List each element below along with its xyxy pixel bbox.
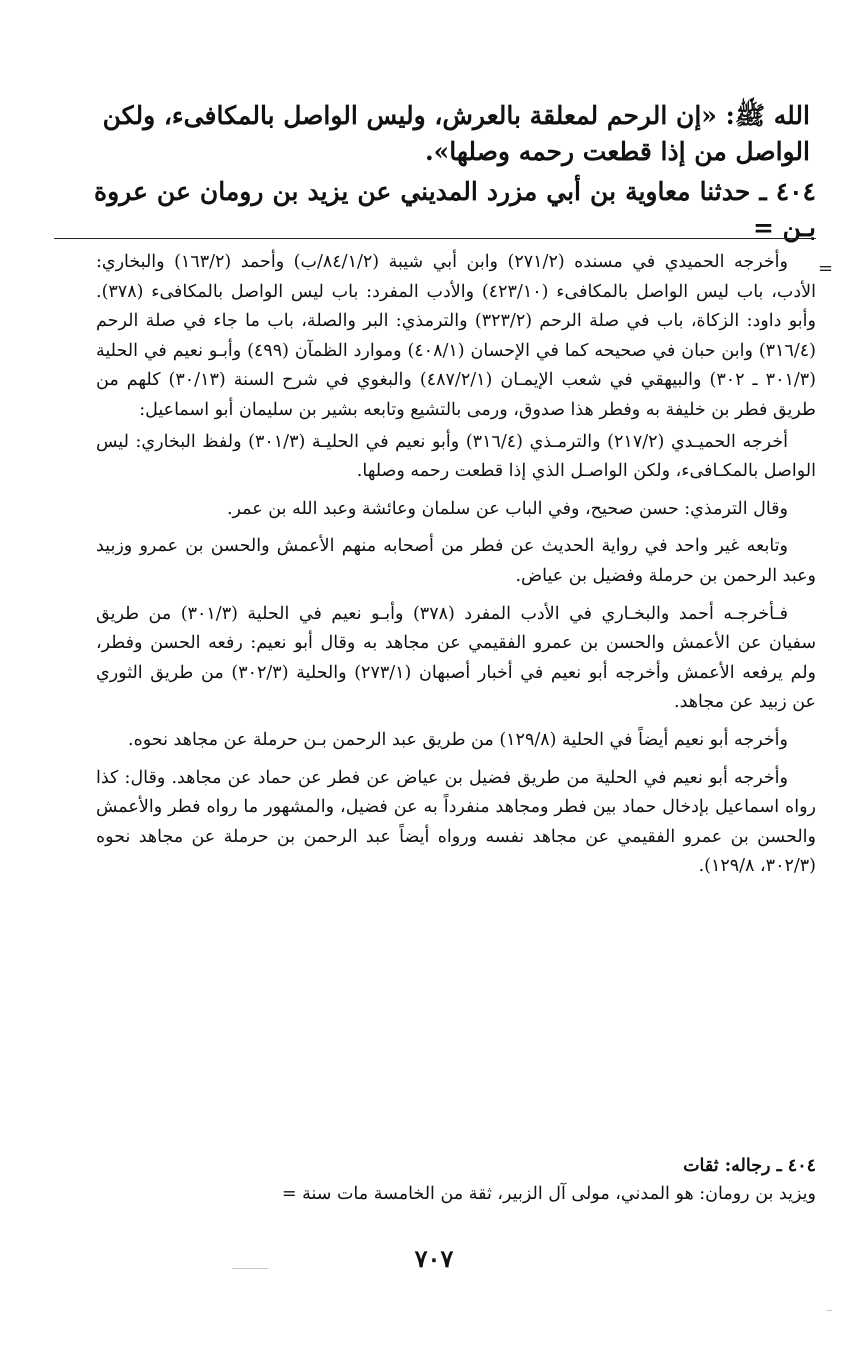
hadith-404-chain: ٤٠٤ ـ حدثنا معاوية بن أبي مزرد المديني عن يزيد بن رومان عن عروة بـن = — [94, 177, 816, 242]
narrators-heading: ٤٠٤ ـ رجاله: ثقات — [683, 1156, 816, 1176]
page-number: ٧٠٧ — [414, 1244, 454, 1273]
footnote-paragraph: وأخرجه أبو نعيم في الحلية من طريق فضيل بن عياض عن فطر عن حماد عن مجاهد. وقال: كذا رواه اسماعيل بإدخال حماد بين فطر ومجاهد منفرداً به عن فضيل، والمشهور ما رواه فطر والأعمش والحسن بن عمرو الفقيمي عن مجاهد نفسه ورواه أيضاً عبد الرحمن بن حرملة عن مجاهد نحوه (٣٠٢/٣، ١٢٩/٨). — [96, 767, 816, 877]
footnote-paragraph: وأخرجه الحميدي في مسنده (٢٧١/٢) وابن أبي شيبة (٨٤/١/٢/ب) وأحمد (١٦٣/٢) والبخاري: الأدب، باب ليس الواصل بالمكافىء (٤٢٣/١٠) والأدب المفرد: باب ليس الواصل بالمكافىء (٣٧٨). وأبو داود: الزكاة، باب في صلة الرحم (٣٢٣/٢) والترمذي: البر والصلة، باب ما جاء في صلة الرحم (٣١٦/٤) وابن حبان في صحيحه كما في الإحسان (٤٠٨/١) وموارد الظمآن (٤٩٩) وأبـو نعيم في الحلية (٣٠١/٣ ـ ٣٠٢) والبيهقي في شعب الإيمـان (٤٨٧/٢/١) والبغوي في شرح السنة (٣٠/١٣) كلهم من طريق فطر بن خليفة به وفطر هذا صدوق، ورمى بالتشيع وتابعه بشير بن سليمان أبو اسماعيل: — [96, 252, 816, 420]
continuation-mark: = — [818, 258, 834, 279]
footnote-separator — [54, 238, 816, 239]
narrators-line: ويزيد بن رومان: هو المدني، مولى آل الزبير، ثقة من الخامسة مات سنة = — [281, 1184, 816, 1204]
footnotes — [96, 248, 816, 890]
main-line-2: الواصل من إذا قطعت رحمه وصلها». — [424, 137, 810, 166]
main-line-1: الله ﷺ: «إن الرحم لمعلقة بالعرش، وليس الواصل بالمكافىء، ولكن — [102, 101, 810, 130]
footnote-paragraph: وتابعه غير واحد في رواية الحديث عن فطر من أصحابه منهم الأعمش والحسن بن عمرو وزبيد وعبد الرحمن بن حرملة وفضيل بن عياض. — [96, 536, 816, 586]
footnote-paragraph: فـأخرجـه أحمد والبخـاري في الأدب المفرد (٣٧٨) وأبـو نعيم في الحلية (٣٠١/٣) من طريق سفيان عن الأعمش والحسن بن عمرو الفقيمي عن مجاهد به وقال أبو نعيم: رفعه الحسن وفطر، ولم يرفعه الأعمش وأخرجه أبو نعيم في أخبار أصبهان (٢٧٣/١) والحلية (٣٠٢/٣) من طريق الثوري عن زبيد عن مجاهد. — [96, 603, 816, 713]
scan-speck — [232, 1268, 268, 1269]
footnote-paragraph: وقال الترمذي: حسن صحيح، وفي الباب عن سلمان وعائشة وعبد الله بن عمر. — [226, 498, 788, 519]
main-text — [94, 98, 816, 246]
scan-speck — [826, 1310, 832, 1311]
narrators-section — [56, 1152, 816, 1208]
footnote-paragraph: وأخرجه أبو نعيم أيضاً في الحلية (١٢٩/٨) من طريق عبد الرحمن بـن حرملة عن مجاهد نحوه. — [128, 729, 788, 750]
footnote-paragraph: أخرجه الحميـدي (٢١٧/٢) والترمـذي (٣١٦/٤) وأبو نعيم في الحليـة (٣٠١/٣) ولفظ البخاري: ليس الواصل بالمكـافىء، ولكن الواصـل الذي إذا قطعت رحمه وصلها. — [96, 431, 816, 482]
